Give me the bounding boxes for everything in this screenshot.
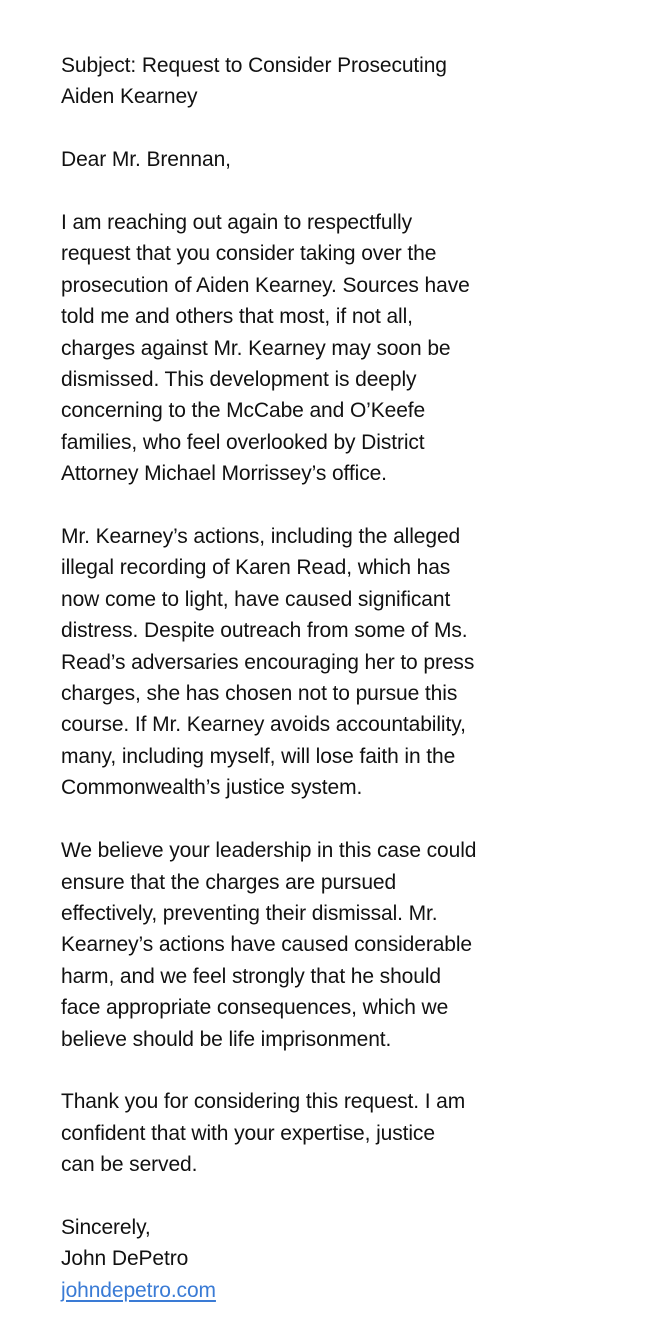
signature-block — [61, 1212, 531, 1306]
paragraph-line: dismissed. This development is deeply — [61, 368, 417, 392]
paragraph-line: effectively, preventing their dismissal. Mr. — [61, 901, 438, 925]
paragraph-line: I am reaching out again to respectfully — [61, 211, 412, 234]
paragraph-line: Mr. Kearney’s actions, including the alleged — [61, 525, 461, 549]
paragraph-4 — [61, 1086, 531, 1180]
paragraph-line: Commonwealth’s justice system. — [61, 776, 363, 800]
paragraph-line: distress. Despite outreach from some of Ms. — [61, 619, 468, 643]
paragraph-line: We believe your leadership in this case could — [61, 839, 477, 863]
paragraph-line: Attorney Michael Morrissey’s office. — [61, 462, 387, 486]
paragraph-line: can be served. — [61, 1153, 198, 1177]
website-link[interactable]: johndepetro.com — [61, 1278, 216, 1302]
paragraph-line: request that you consider taking over the — [61, 242, 437, 266]
paragraph-line: Kearney’s actions have caused considerable — [61, 933, 473, 957]
paragraph-3 — [61, 835, 531, 1055]
closing: Sincerely, — [61, 1215, 151, 1239]
paragraph-line: confident that with your expertise, justice — [61, 1121, 435, 1145]
paragraph-line: harm, and we feel strongly that he should — [61, 964, 441, 988]
paragraph-line: ensure that the charges are pursued — [61, 870, 397, 894]
paragraph-line: charges against Mr. Kearney may soon be — [61, 336, 451, 360]
paragraph-line: Read’s adversaries encouraging her to press — [61, 650, 475, 674]
paragraph-line: families, who feel overlooked by District — [61, 430, 425, 454]
subject-line — [61, 50, 531, 113]
paragraph-1 — [61, 207, 531, 490]
paragraph-line: prosecution of Aiden Kearney. Sources have — [61, 273, 470, 297]
letter-body — [61, 50, 531, 1306]
paragraph-line: now come to light, have caused significant — [61, 587, 451, 611]
paragraph-line: illegal recording of Karen Read, which has — [61, 556, 451, 580]
greeting: Dear Mr. Brennan, — [61, 148, 231, 172]
paragraph-line: Thank you for considering this request. I am — [61, 1090, 466, 1114]
paragraph-line: face appropriate consequences, which we — [61, 996, 449, 1020]
subject-line-1: Subject: Request to Consider Prosecuting — [61, 54, 447, 77]
paragraph-line: believe should be life imprisonment. — [61, 1027, 392, 1051]
subject-line-2: Aiden Kearney — [61, 85, 198, 109]
paragraph-line: charges, she has chosen not to pursue this — [61, 682, 458, 706]
paragraph-line: concerning to the McCabe and O’Keefe — [61, 399, 426, 423]
paragraph-2 — [61, 521, 531, 804]
paragraph-line: many, including myself, will lose faith in the — [61, 744, 456, 768]
paragraph-line: course. If Mr. Kearney avoids accountability, — [61, 713, 466, 737]
paragraph-line: told me and others that most, if not all, — [61, 305, 413, 329]
signature-name: John DePetro — [61, 1247, 189, 1271]
